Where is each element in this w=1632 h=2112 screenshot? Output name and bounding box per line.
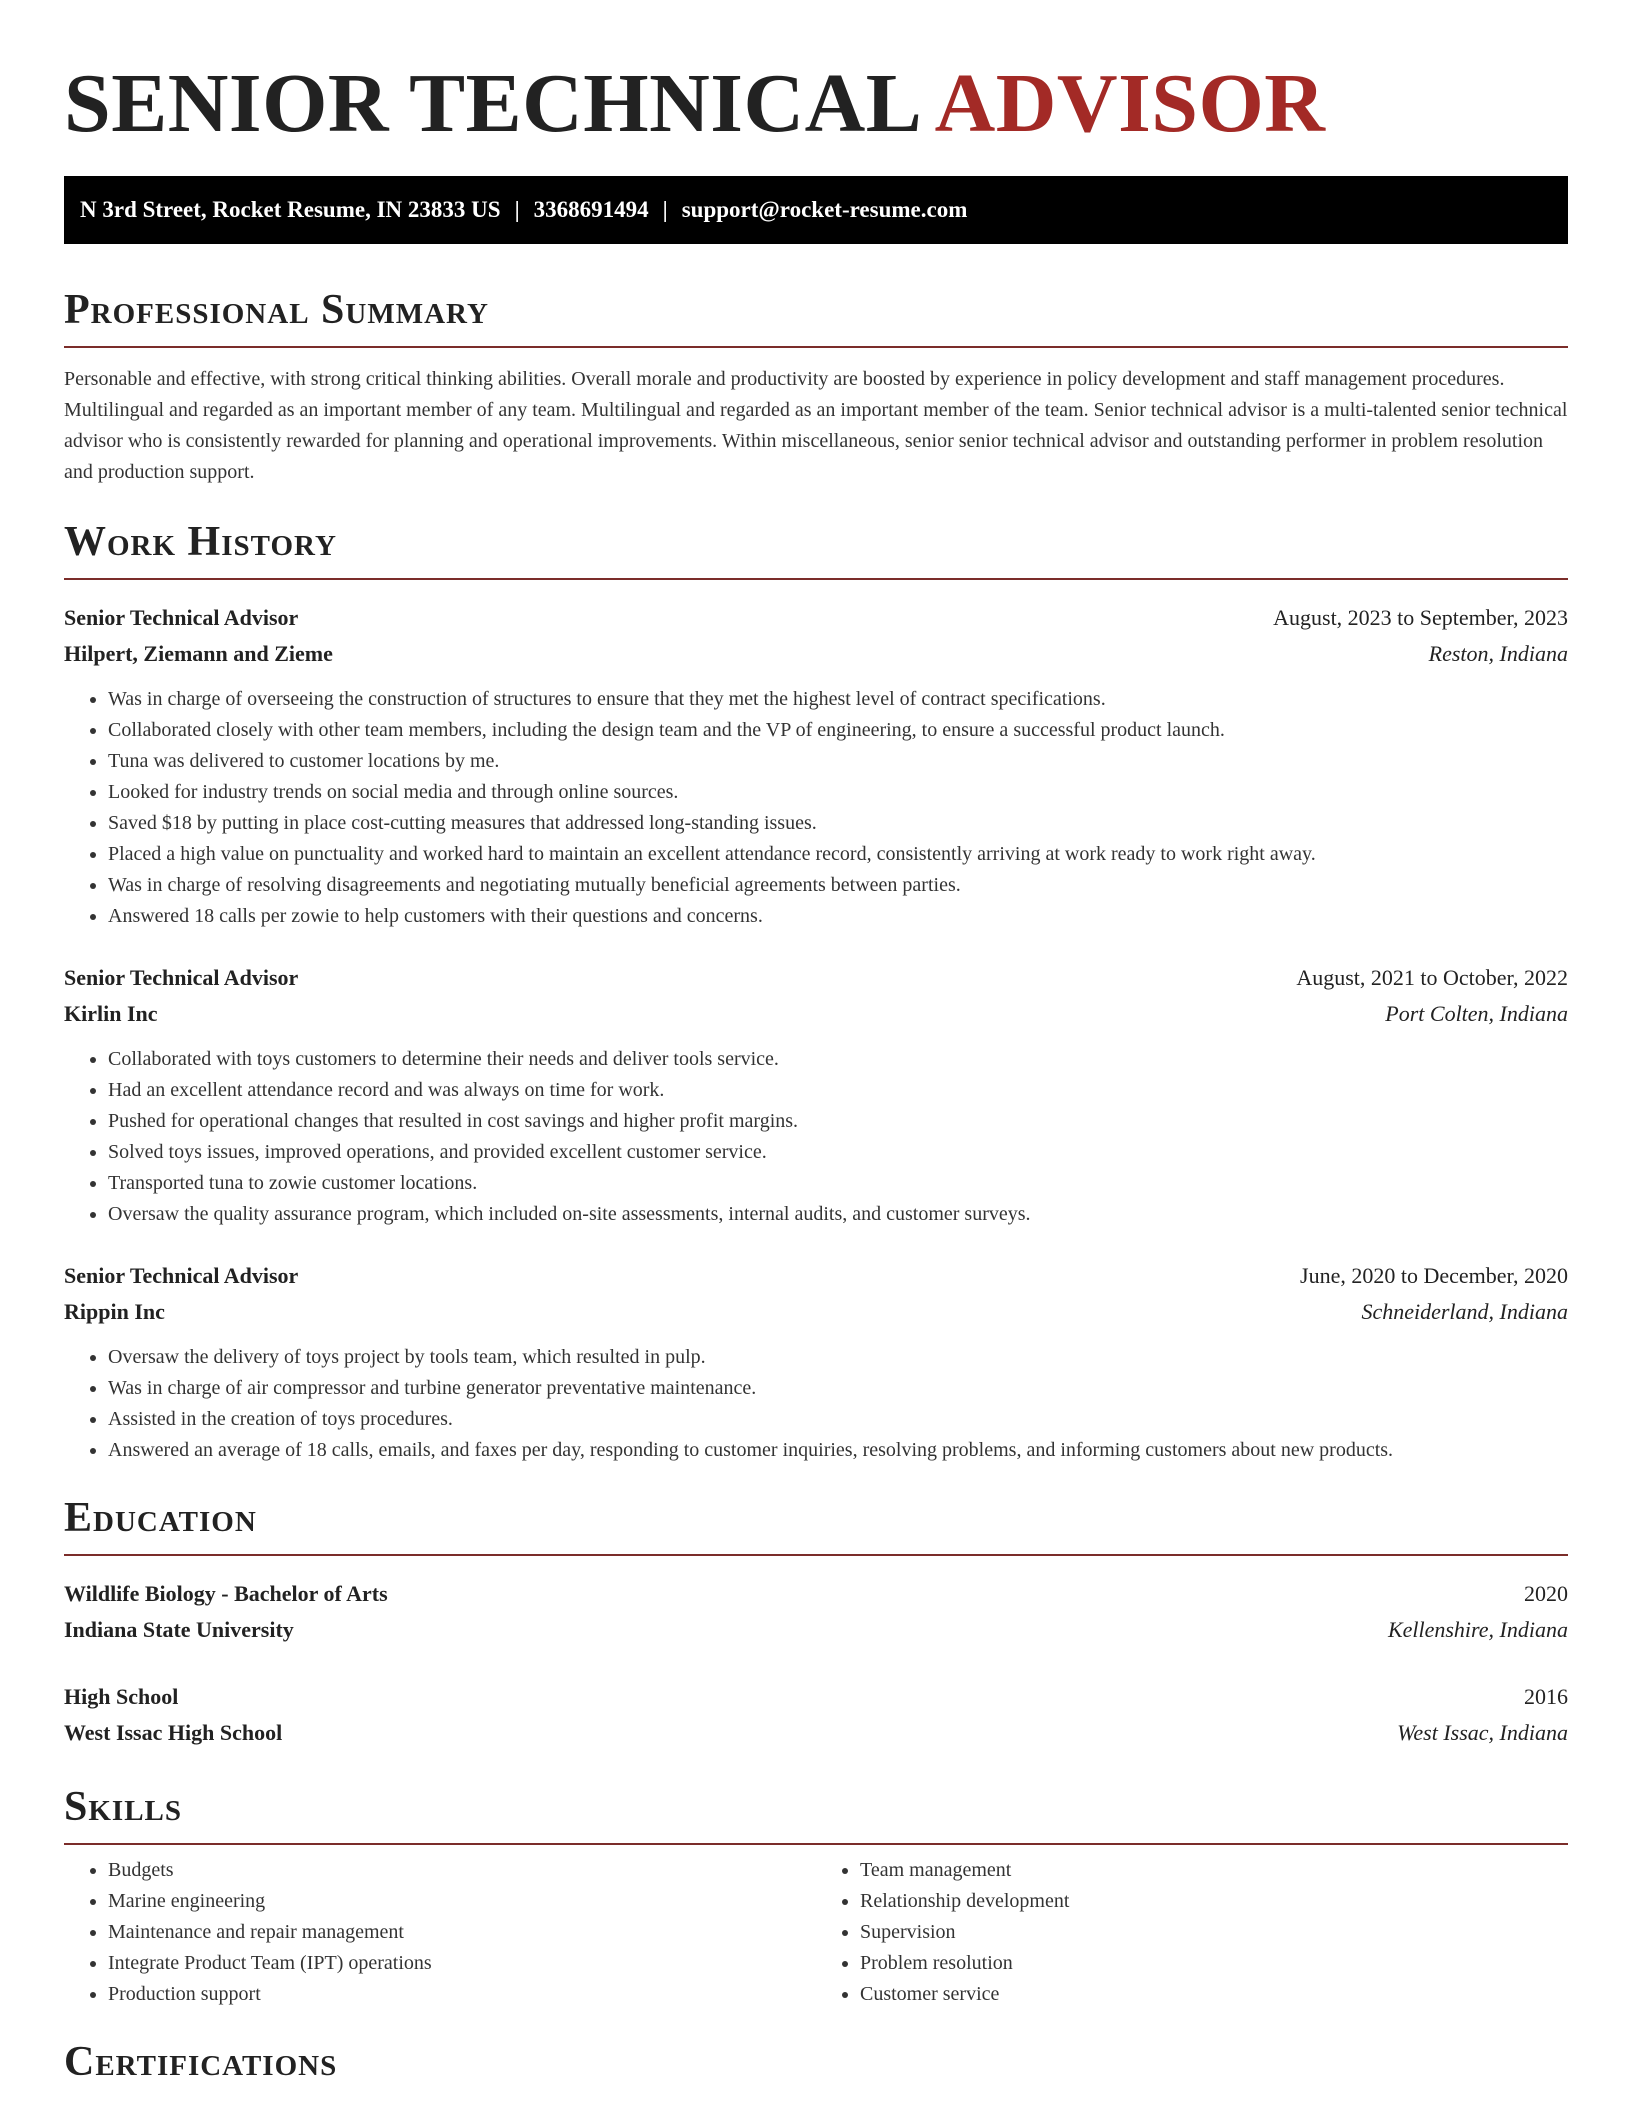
job-company-row xyxy=(64,996,1568,1032)
job-bullet: • Answered 18 calls per zowie to help customers with their questions and concerns. xyxy=(108,901,1568,932)
section-title-skills: Skills xyxy=(64,1784,183,1830)
name-part-1: SENIOR TECHNICAL xyxy=(64,57,918,150)
section-divider xyxy=(64,578,1568,580)
job-bullet: • Collaborated with toys customers to determine their needs and deliver tools service. xyxy=(108,1044,1568,1075)
education-year: 2020 xyxy=(1524,1581,1568,1606)
job-dates: August, 2023 to September, 2023 xyxy=(1273,605,1568,630)
job-bullet: • Solved toys issues, improved operations, and provided excellent customer service. xyxy=(108,1137,1568,1168)
job-title: Senior Technical Advisor xyxy=(64,605,299,630)
job-list xyxy=(64,600,1568,1466)
job-company: Rippin Inc xyxy=(64,1299,165,1324)
job-header-row xyxy=(64,960,1568,996)
education-school: Indiana State University xyxy=(64,1617,294,1642)
skills-column-left xyxy=(64,1855,816,2010)
job-title: Senior Technical Advisor xyxy=(64,965,299,990)
job-location: Port Colten, Indiana xyxy=(1385,1001,1568,1026)
job-company-row xyxy=(64,636,1568,672)
contact-email: support@rocket-resume.com xyxy=(681,197,968,222)
job-bullet: • Assisted in the creation of toys procedures. xyxy=(108,1404,1568,1435)
education-school: West Issac High School xyxy=(64,1720,283,1745)
education-degree-row xyxy=(64,1679,1568,1715)
education-degree: High School xyxy=(64,1684,179,1709)
job-entry xyxy=(64,1258,1568,1466)
skills-section xyxy=(64,1781,1568,2010)
job-entry xyxy=(64,960,1568,1230)
job-entry xyxy=(64,600,1568,932)
name-part-2: ADVISOR xyxy=(934,57,1326,150)
job-bullet: • Was in charge of overseeing the construction of structures to ensure that they met the highest level of contract specifications. xyxy=(108,684,1568,715)
job-title: Senior Technical Advisor xyxy=(64,1263,299,1288)
education-degree-row xyxy=(64,1576,1568,1612)
education-list xyxy=(64,1576,1568,1751)
skill-item: • Production support xyxy=(108,1979,816,2010)
contact-bar xyxy=(64,176,1568,244)
job-header-row xyxy=(64,600,1568,636)
contact-address: N 3rd Street, Rocket Resume, IN 23833 US xyxy=(80,197,501,222)
job-company-row xyxy=(64,1294,1568,1330)
job-bullet: • Tuna was delivered to customer locations by me. xyxy=(108,746,1568,777)
education-entry xyxy=(64,1679,1568,1751)
job-bullet: • Saved $18 by putting in place cost-cutting measures that addressed long-standing issues. xyxy=(108,808,1568,839)
skill-item: • Supervision xyxy=(860,1917,1568,1948)
job-bullet: • Collaborated closely with other team members, including the design team and the VP of engineering, to ensure a successful product launch. xyxy=(108,715,1568,746)
summary-text: Personable and effective, with strong critical thinking abilities. Overall morale and productivity are boosted by experience in policy development and staff management procedures. Multilingual and regarded as an important member of any team. Multilingual and regarded as an important member of the team. Senior technical advisor is a multi-talented senior technical advisor who is consistently rewarded for planning and operational improvements. Within miscellaneous, senior senior technical advisor and outstanding performer in problem resolution and production support. xyxy=(64,368,1568,483)
contact-separator: | xyxy=(662,197,668,222)
job-location: Schneiderland, Indiana xyxy=(1361,1299,1568,1324)
section-title-work-history: Work History xyxy=(64,519,337,565)
certifications-section xyxy=(64,2036,1568,2088)
job-bullet: • Had an excellent attendance record and was always on time for work. xyxy=(108,1075,1568,1106)
job-header-row xyxy=(64,1258,1568,1294)
job-bullet: • Answered an average of 18 calls, emails, and faxes per day, responding to customer inquiries, resolving problems, and informing customers about new products. xyxy=(108,1435,1568,1466)
job-bullet: • Transported tuna to zowie customer locations. xyxy=(108,1168,1568,1199)
contact-separator: | xyxy=(514,197,520,222)
skill-item: • Problem resolution xyxy=(860,1948,1568,1979)
education-location: Kellenshire, Indiana xyxy=(1387,1617,1568,1642)
skill-item: • Team management xyxy=(860,1855,1568,1886)
job-bullet: • Was in charge of air compressor and turbine generator preventative maintenance. xyxy=(108,1373,1568,1404)
resume-name xyxy=(64,0,1568,150)
section-divider xyxy=(64,1843,1568,1845)
education-school-row xyxy=(64,1612,1568,1648)
skill-item: • Maintenance and repair management xyxy=(108,1917,816,1948)
job-bullet: • Oversaw the quality assurance program, which included on-site assessments, internal audits, and customer surveys. xyxy=(108,1199,1568,1230)
skill-item: • Relationship development xyxy=(860,1886,1568,1917)
job-bullets xyxy=(64,1342,1568,1466)
skill-item: • Budgets xyxy=(108,1855,816,1886)
job-bullet: • Was in charge of resolving disagreements and negotiating mutually beneficial agreements between parties. xyxy=(108,870,1568,901)
section-divider xyxy=(64,346,1568,348)
job-bullet: • Pushed for operational changes that resulted in cost savings and higher profit margins. xyxy=(108,1106,1568,1137)
education-section xyxy=(64,1492,1568,1751)
education-entry xyxy=(64,1576,1568,1648)
job-bullet: • Oversaw the delivery of toys project by tools team, which resulted in pulp. xyxy=(108,1342,1568,1373)
job-bullets xyxy=(64,1044,1568,1230)
job-dates: June, 2020 to December, 2020 xyxy=(1300,1263,1568,1288)
job-bullet: • Placed a high value on punctuality and worked hard to maintain an excellent attendance record, consistently arriving at work ready to work right away. xyxy=(108,839,1568,870)
skills-column-right xyxy=(816,1855,1568,2010)
section-divider xyxy=(64,1554,1568,1556)
job-dates: August, 2021 to October, 2022 xyxy=(1296,965,1568,990)
education-school-row xyxy=(64,1715,1568,1751)
section-title-certifications: Certifications xyxy=(64,2039,338,2085)
job-bullet: • Looked for industry trends on social media and through online sources. xyxy=(108,777,1568,808)
job-company: Hilpert, Ziemann and Zieme xyxy=(64,641,333,666)
skill-item: • Marine engineering xyxy=(108,1886,816,1917)
skill-item: • Integrate Product Team (IPT) operations xyxy=(108,1948,816,1979)
contact-phone: 3368691494 xyxy=(533,197,649,222)
job-company: Kirlin Inc xyxy=(64,1001,158,1026)
education-location: West Issac, Indiana xyxy=(1397,1720,1568,1745)
summary-section xyxy=(64,284,1568,488)
job-location: Reston, Indiana xyxy=(1428,641,1568,666)
skill-item: • Customer service xyxy=(860,1979,1568,2010)
skills-grid xyxy=(64,1855,1568,2010)
section-title-summary: Professional Summary xyxy=(64,287,489,333)
section-title-education: Education xyxy=(64,1495,257,1541)
job-bullets xyxy=(64,684,1568,932)
education-year: 2016 xyxy=(1524,1684,1568,1709)
work-history-section xyxy=(64,516,1568,1466)
education-degree: Wildlife Biology - Bachelor of Arts xyxy=(64,1581,388,1606)
